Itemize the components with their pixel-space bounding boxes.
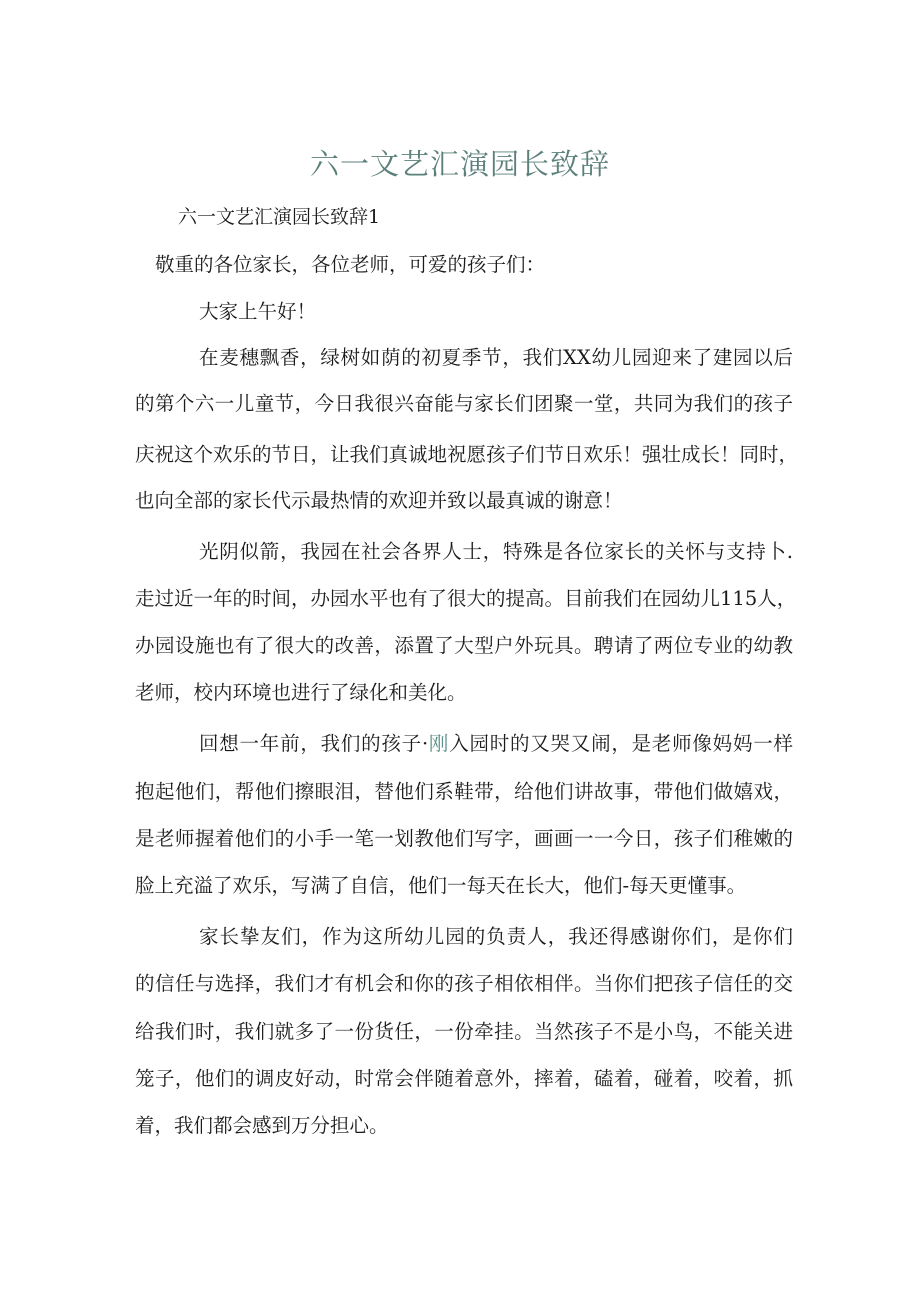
greeting-line: 大家上午好！: [199, 300, 317, 323]
paragraph-2-line-4: 老师，校内环境也进行了绿化和美化。: [135, 681, 467, 704]
paragraph-2-line-3: 办园设施也有了很大的改善，添置了大型户外玩具。聘请了两位专业的幼教: [135, 634, 793, 657]
salutation-line: 敬重的各位家长，各位老师，可爱的孩子们：: [155, 253, 546, 276]
paragraph-4-line-3: 给我们时，我们就多了一份货任，一份牵挂。当然孩子不是小鸟，不能关进: [135, 1020, 793, 1043]
paragraph-1-line-4: 也向全部的家长代示最热情的欢迎并致以最真诚的谢意！: [135, 489, 623, 512]
paragraph-4-line-2: 的信任与选择，我们才有机会和你的孩子相依相伴。当你们把孩子信任的交: [135, 972, 793, 995]
paragraph-3-line-3: 是老师握着他们的小手一笔一划教他们写字，画画一一今日，孩子们稚嫩的: [135, 827, 793, 850]
paragraph-4-line-4: 笼子，他们的调皮好动，时常会伴随着意外，摔着，磕着，碰着，咬着，抓: [135, 1067, 793, 1090]
highlighted-glyph: 刚: [428, 732, 450, 755]
paragraph-3-line-4: 脸上充溢了欢乐，写满了自信，他们一每天在长大，他们-每天更懂事。: [135, 874, 747, 897]
paragraph-2-line-1: 光阴似箭，我园在社会各界人士，特殊是各位家长的关怀与支持卜.: [199, 540, 793, 563]
paragraph-3-line-2: 抱起他们，帮他们擦眼泪，替他们系鞋带，给他们讲故事，带他们做嬉戏，: [135, 780, 793, 803]
section-heading: 六一文艺汇演园长致辞1: [178, 206, 381, 228]
document-title: 六一文艺汇演园长致辞: [309, 147, 610, 181]
paragraph-4-line-5: 着，我们都会感到万分担心。: [135, 1114, 389, 1137]
paragraph-4-line-1: 家长挚友们，作为这所幼儿园的负责人，我还得感谢你们，是你们: [199, 925, 793, 948]
paragraph-1-line-3: 庆祝这个欢乐的节日，让我们真诚地祝愿孩子们节日欢乐！强壮成长！同时，: [135, 443, 799, 466]
paragraph-2-line-2: 走过近一年的时间，办园水平也有了很大的提高。目前我们在园幼儿115人，: [135, 587, 797, 610]
paragraph-1-line-2: 的第个六一儿童节，今日我很兴奋能与家长们团聚一堂，共同为我们的孩子: [135, 392, 793, 415]
paragraph-3-line-1: 回想一年前，我们的孩子·刚入园时的又哭又闹，是老师像妈妈一样: [199, 732, 793, 755]
paragraph-1-line-1: 在麦穗飘香，绿树如荫的初夏季节，我们XX幼儿园迎来了建园以后: [199, 346, 793, 369]
